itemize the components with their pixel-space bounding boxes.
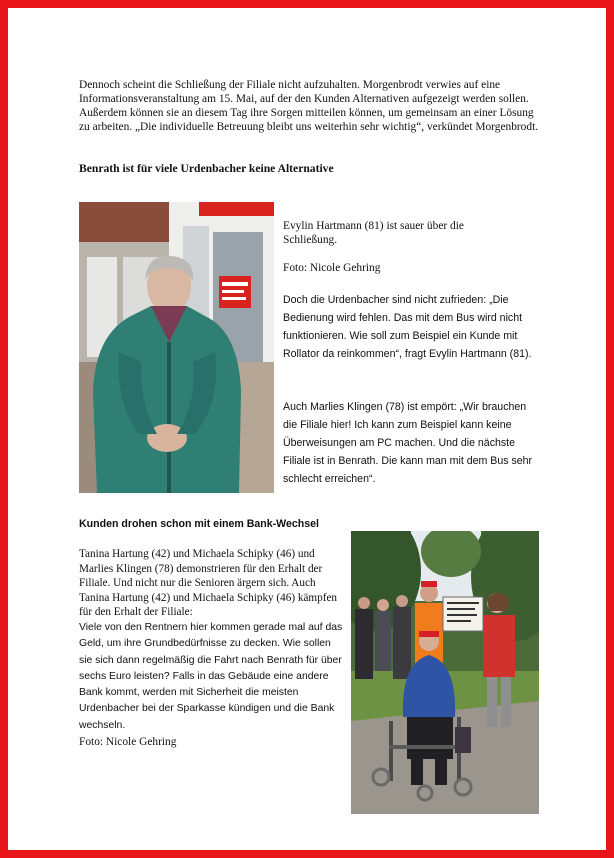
rentner-paragraph: Viele von den Rentnern hier kommen gerade mal auf das Geld, um ihre Grundbedürfnisse zu decken. Wie sollen sie sich dann regelmäßig die Fahrt nach Benrath für über sechs Euro leisten? Falls in das Gebäude eine andere Bank kommt, werden mit Sicherheit die meisten Urdenbacher bei der Sparkasse kündigen und die Bank wechseln.: [79, 622, 343, 731]
photo-evylin-hartmann-image: [79, 202, 274, 493]
heading-benrath: Benrath ist für viele Urdenbacher keine Alternative: [79, 162, 334, 175]
heading-bank-wechsel: Kunden drohen schon mit einem Bank-Wechsel: [79, 518, 319, 530]
photo-evylin-hartmann: [79, 202, 274, 493]
intro-paragraph: Dennoch scheint die Schließung der Filiale nicht aufzuhalten. Morgenbrodt verwies auf eine Informationsveranstaltung am 15. Mai, auf der den Kunden Alternativen aufgezeigt werden sollen. Außerdem können sie an diesem Tag ihre Sorgen mitteilen können, um gemeinsam an einer Lösung zu arbeiten. „Die individuelle Betreuung bleibt uns weiterhin sehr wichtig“, verkündet Morgenbrodt.: [79, 79, 539, 133]
photo-demonstration: [351, 531, 539, 814]
quote-hartmann: Doch die Urdenbacher sind nicht zufrieden: „Die Bedienung wird fehlen. Das mit dem Bus wird nicht funktionieren. Wie soll zum Beispiel ein Kunde mit Rollator da reinkommen“, fragt Evylin Hartmann (81).: [283, 294, 532, 360]
demo-paragraph: Tanina Hartung (42) und Michaela Schipky (46) und Marlies Klingen (78) demonstrieren für den Erhalt der Filiale. Und nicht nur die Senioren ärgern sich. Auch Tanina Hartung (42) und Michaela Schipky (46) kämpfen für den Erhalt der Filiale:: [79, 548, 338, 619]
photo-credit-2: Foto: Nicole Gehring: [79, 736, 177, 748]
quote-klingen: Auch Marlies Klingen (78) ist empört: „Wir brauchen die Filiale hier! Ich kann zum Beispiel kann keine Überweisungen am PC machen. Und die nächste Filiale ist in Benrath. Die kann man mit dem Bus sehr schlecht erreichen“.: [283, 401, 533, 485]
photo-demonstration-image: [351, 531, 539, 814]
photo-caption-hartmann: Evylin Hartmann (81) ist sauer über die Schließung.: [283, 220, 464, 246]
photo-credit-1: Foto: Nicole Gehring: [283, 262, 381, 274]
